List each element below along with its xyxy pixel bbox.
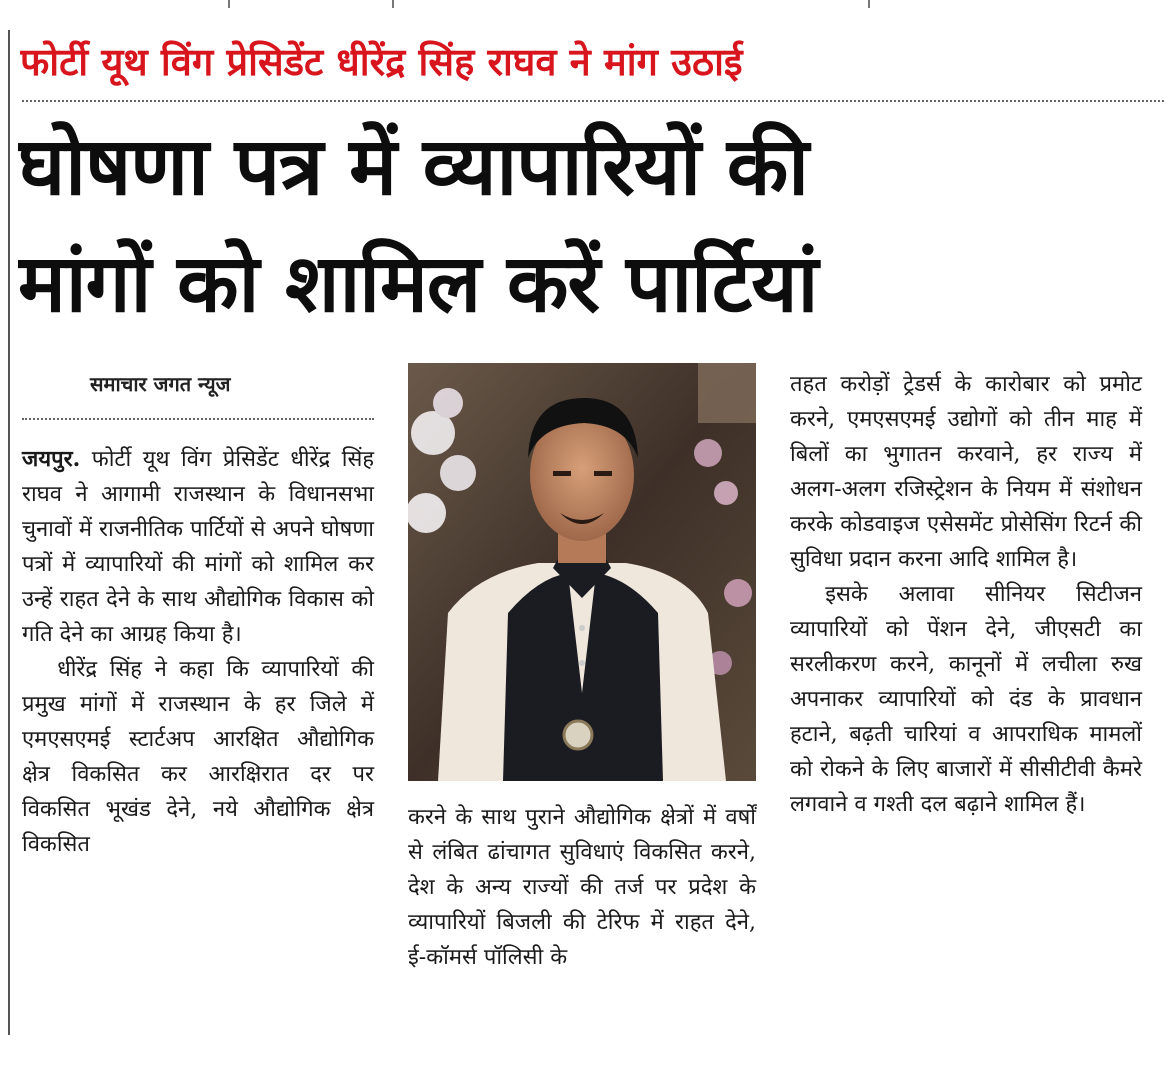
main-headline [18, 108, 1168, 342]
byline: समाचार जगत न्यूज [90, 372, 231, 396]
headline-line-1: घोषणा पत्र में व्यापारियों की [18, 120, 809, 213]
paragraph [22, 442, 374, 652]
article-column-1 [22, 442, 374, 862]
divider [22, 100, 1164, 102]
article-column-3 [790, 367, 1142, 822]
left-column-rule [8, 30, 10, 1035]
paragraph: तहत करोड़ों ट्रेडर्स के कारोबार को प्रमोट करने, एमएसएमई उद्योगों को तीन माह में बिलों का भुगातन करवाने, हर राज्य में अलग-अलग रजिस्ट्रेशन के नियम में संशोधन करके कोडवाइज एसेसमेंट प्रोसेसिंग रिटर्न की सुविधा प्रदान करना आदि शामिल है। [790, 372, 1142, 572]
portrait-photo [408, 363, 756, 781]
headline-line-2: मांगों को शामिल करें पार्टियां [18, 237, 818, 330]
paragraph: करने के साथ पुराने औद्योगिक क्षेत्रों में वर्षों से लंबित ढांचागत सुविधाएं विकसित करने, देश के अन्य राज्यों की तर्ज पर प्रदेश के व्यापारियों बिजली की टेरिफ में राहत देने, ई-कॉमर्स पॉलिसी के [408, 805, 756, 970]
paragraph: धीरेंद्र सिंह ने कहा कि व्यापारियों की प्रमुख मांगों में राजस्थान के हर जिले में एमएसएमई स्टार्टअप आरक्षित औद्योगिक क्षेत्र विकसित कर आरक्षिरात दर पर विकसित भूखंड देने, नये औद्योगिक क्षेत्र विकसित [22, 657, 374, 857]
kicker-headline: फोर्टी यूथ विंग प्रेसिडेंट धीरेंद्र सिंह राघव ने मांग उठाई [20, 40, 743, 84]
top-rule [0, 0, 1173, 10]
dateline: जयपुर. [22, 446, 81, 472]
paragraph-text: फोर्टी यूथ विंग प्रेसिडेंट धीरेंद्र सिंह राघव ने आगामी राजस्थान के विधानसभा चुनावों में राजनीतिक पार्टियों से अपने घोषणा पत्रों में व्यापारियों की मांगों को शामिल कर उन्हें राहत देने के साथ औद्योगिक विकास को गति देने का आग्रह किया है। [22, 447, 374, 647]
article-column-2 [408, 800, 756, 975]
byline-divider [22, 418, 374, 420]
paragraph: इसके अलावा सीनियर सिटीजन व्यापारियों को पेंशन देने, जीएसटी का सरलीकरण करने, कानूनों में लचीला रुख अपनाकर व्यापारियों को दंड के प्रावधान हटाने, बढ़ती चारियां व आपराधिक मामलों को रोकने के लिए बाजारों में सीसीटीवी कैमरे लगवाने व गश्ती दल बढ़ाने शामिल हैं। [790, 582, 1142, 817]
